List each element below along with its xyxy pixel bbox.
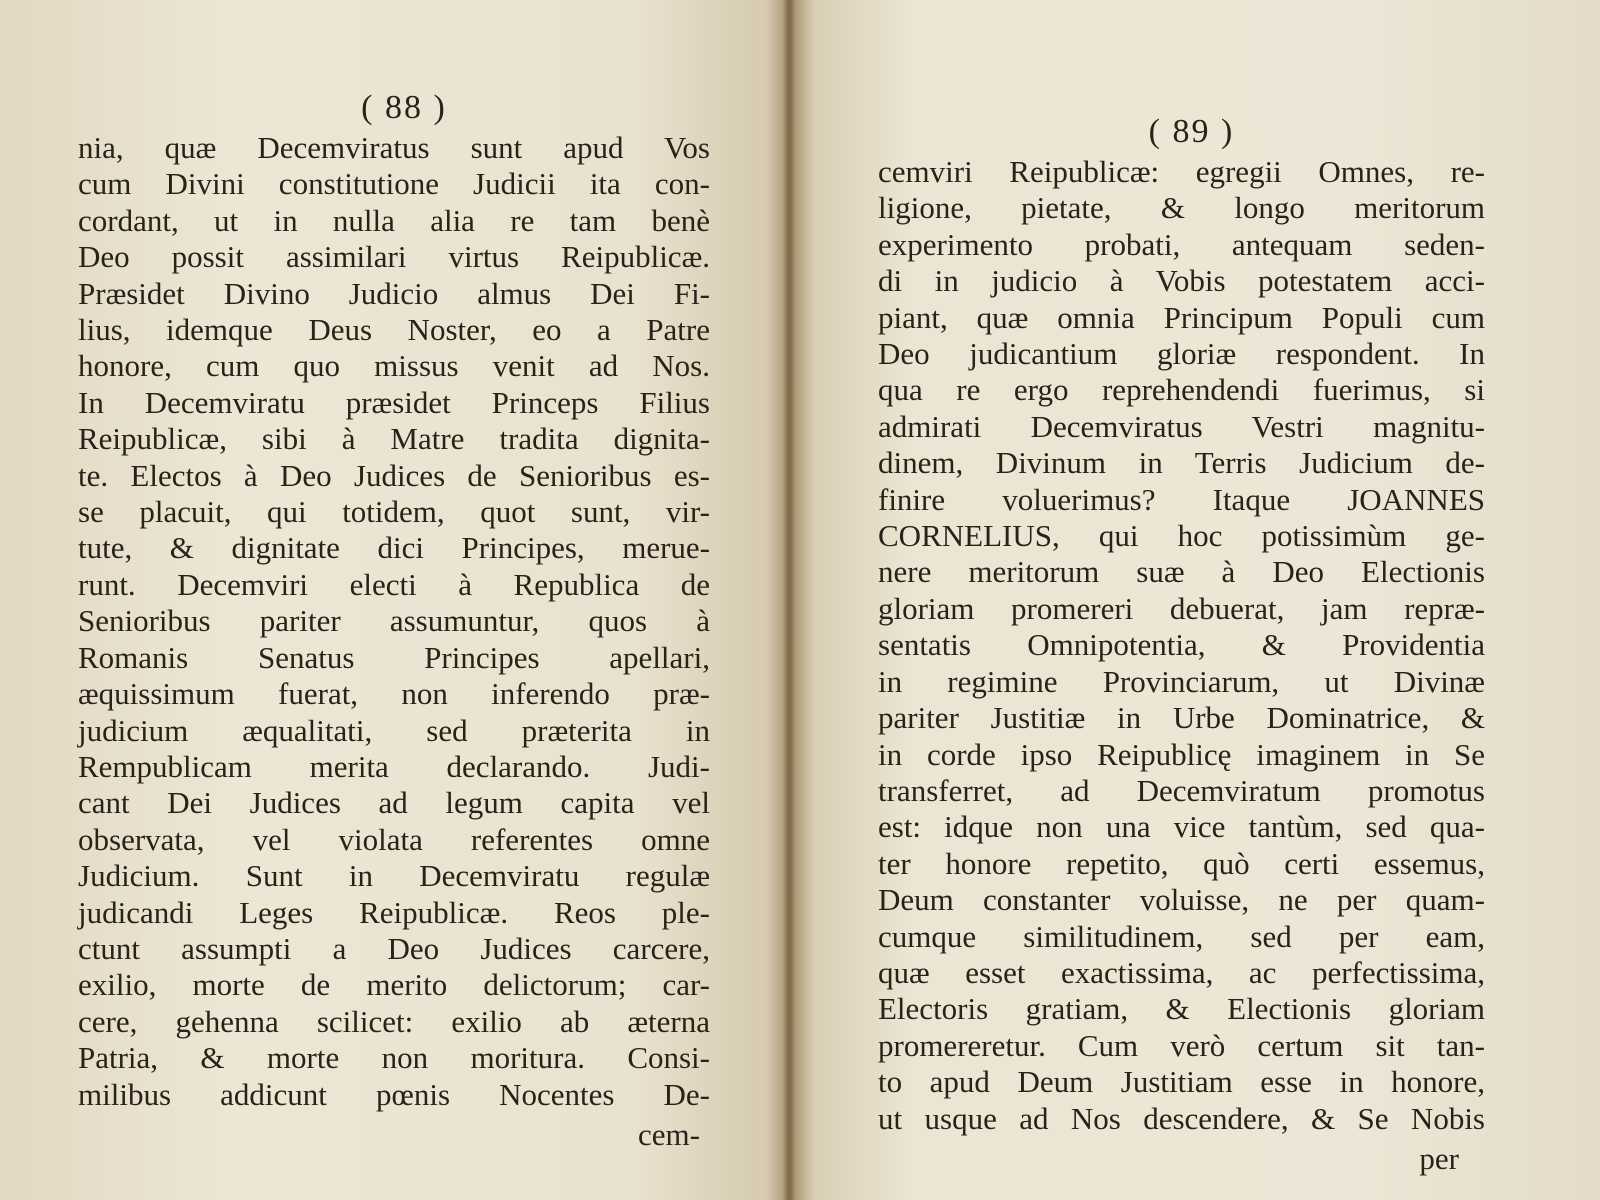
text-line: observata, vel violata referentes omne [78,821,710,857]
text-line: Deo possit assimilari virtus Reipublicæ. [78,239,710,275]
text-line: tute, & dignitate dici Principes, merue- [78,530,710,566]
text-line: cordant, ut in nulla alia re tam benè [78,202,710,238]
text-line: runt. Decemviri electi à Republica de [78,566,710,602]
text-line: finire voluerimus? Itaque JOANNES [878,481,1485,517]
text-line: Electoris gratiam, & Electionis gloriam [878,991,1485,1027]
text-line: se placuit, qui totidem, quot sunt, vir- [78,494,710,530]
text-line: Reipublicæ, sibi à Matre tradita dignita- [78,421,710,457]
text-line: milibus addicunt pœnis Nocentes De- [78,1076,710,1112]
text-line: est: idque non una vice tantùm, sed qua- [878,809,1485,845]
page-number-right: ( 89 ) [1148,113,1235,150]
text-line: Senioribus pariter assumuntur, quos à [78,603,710,639]
text-line: to apud Deum Justitiam esse in honore, [878,1064,1485,1100]
text-line: admirati Decemviratus Vestri magnitu- [878,408,1485,444]
catchword-left: cem- [638,1116,700,1152]
catchword-right: per [1419,1140,1459,1176]
text-line: æquissimum fuerat, non inferendo præ- [78,676,710,712]
text-line: cere, gehenna scilicet: exilio ab æterna [78,1003,710,1039]
text-line: In Decemviratu præsidet Princeps Filius [78,384,710,420]
text-line: in corde ipso Reipublicę imaginem in Se [878,736,1485,772]
text-line: Rempublicam merita declarando. Judi- [78,748,710,784]
page-number-left: ( 88 ) [361,89,447,126]
right-page [790,0,1600,1200]
text-line: cum Divini constitutione Judicii ita con- [78,166,710,202]
text-line: Judicium. Sunt in Decemviratu regulæ [78,858,710,894]
text-line: ter honore repetito, quò certi essemus, [878,845,1485,881]
text-line: te. Electos à Deo Judices de Senioribus es- [78,457,710,493]
left-page-text [78,130,710,1113]
text-line: Romanis Senatus Principes apellari, [78,639,710,675]
text-line: nia, quæ Decemviratus sunt apud Vos [78,130,710,165]
text-line: gloriam promereri debuerat, jam repræ- [878,590,1485,626]
text-line: qua re ergo reprehendendi fuerimus, si [878,372,1485,408]
text-line: judicandi Leges Reipublicæ. Reos ple- [78,894,710,930]
text-line: dinem, Divinum in Terris Judicium de- [878,445,1485,481]
text-line: experimento probati, antequam seden- [878,226,1485,262]
text-line: honore, cum quo missus venit ad Nos. [78,348,710,384]
text-line: Deo judicantium gloriæ respondent. In [878,336,1485,372]
text-line: exilio, morte de merito delictorum; car- [78,967,710,1003]
text-line: Deum constanter voluisse, ne per quam- [878,882,1485,918]
text-line: in regimine Provinciarum, ut Divinæ [878,663,1485,699]
text-line: CORNELIUS, qui hoc potissimùm ge- [878,518,1485,554]
book-gutter [782,0,796,1200]
text-line: Præsidet Divino Judicio almus Dei Fi- [78,275,710,311]
left-page [0,0,790,1200]
text-line: piant, quæ omnia Principum Populi cum [878,299,1485,335]
text-line: promereretur. Cum verò certum sit tan- [878,1027,1485,1063]
text-line: transferret, ad Decemviratum promotus [878,772,1485,808]
text-line: cant Dei Judices ad legum capita vel [78,785,710,821]
text-line: ctunt assumpti a Deo Judices carcere, [78,930,710,966]
right-page-text [878,154,1485,1137]
text-line: judicium æqualitati, sed præterita in [78,712,710,748]
text-line: nere meritorum suæ à Deo Electionis [878,554,1485,590]
text-line: sentatis Omnipotentia, & Providentia [878,627,1485,663]
text-line: pariter Justitiæ in Urbe Dominatrice, & [878,700,1485,736]
text-line: lius, idemque Deus Noster, eo a Patre [78,312,710,348]
text-line: cemviri Reipublicæ: egregii Omnes, re- [878,154,1485,189]
text-line: cumque similitudinem, sed per eam, [878,918,1485,954]
text-line: di in judicio à Vobis potestatem acci- [878,263,1485,299]
text-line: ligione, pietate, & longo meritorum [878,190,1485,226]
text-line: ut usque ad Nos descendere, & Se Nobis [878,1100,1485,1136]
text-line: Patria, & morte non moritura. Consi- [78,1040,710,1076]
text-line: quæ esset exactissima, ac perfectissima, [878,954,1485,990]
